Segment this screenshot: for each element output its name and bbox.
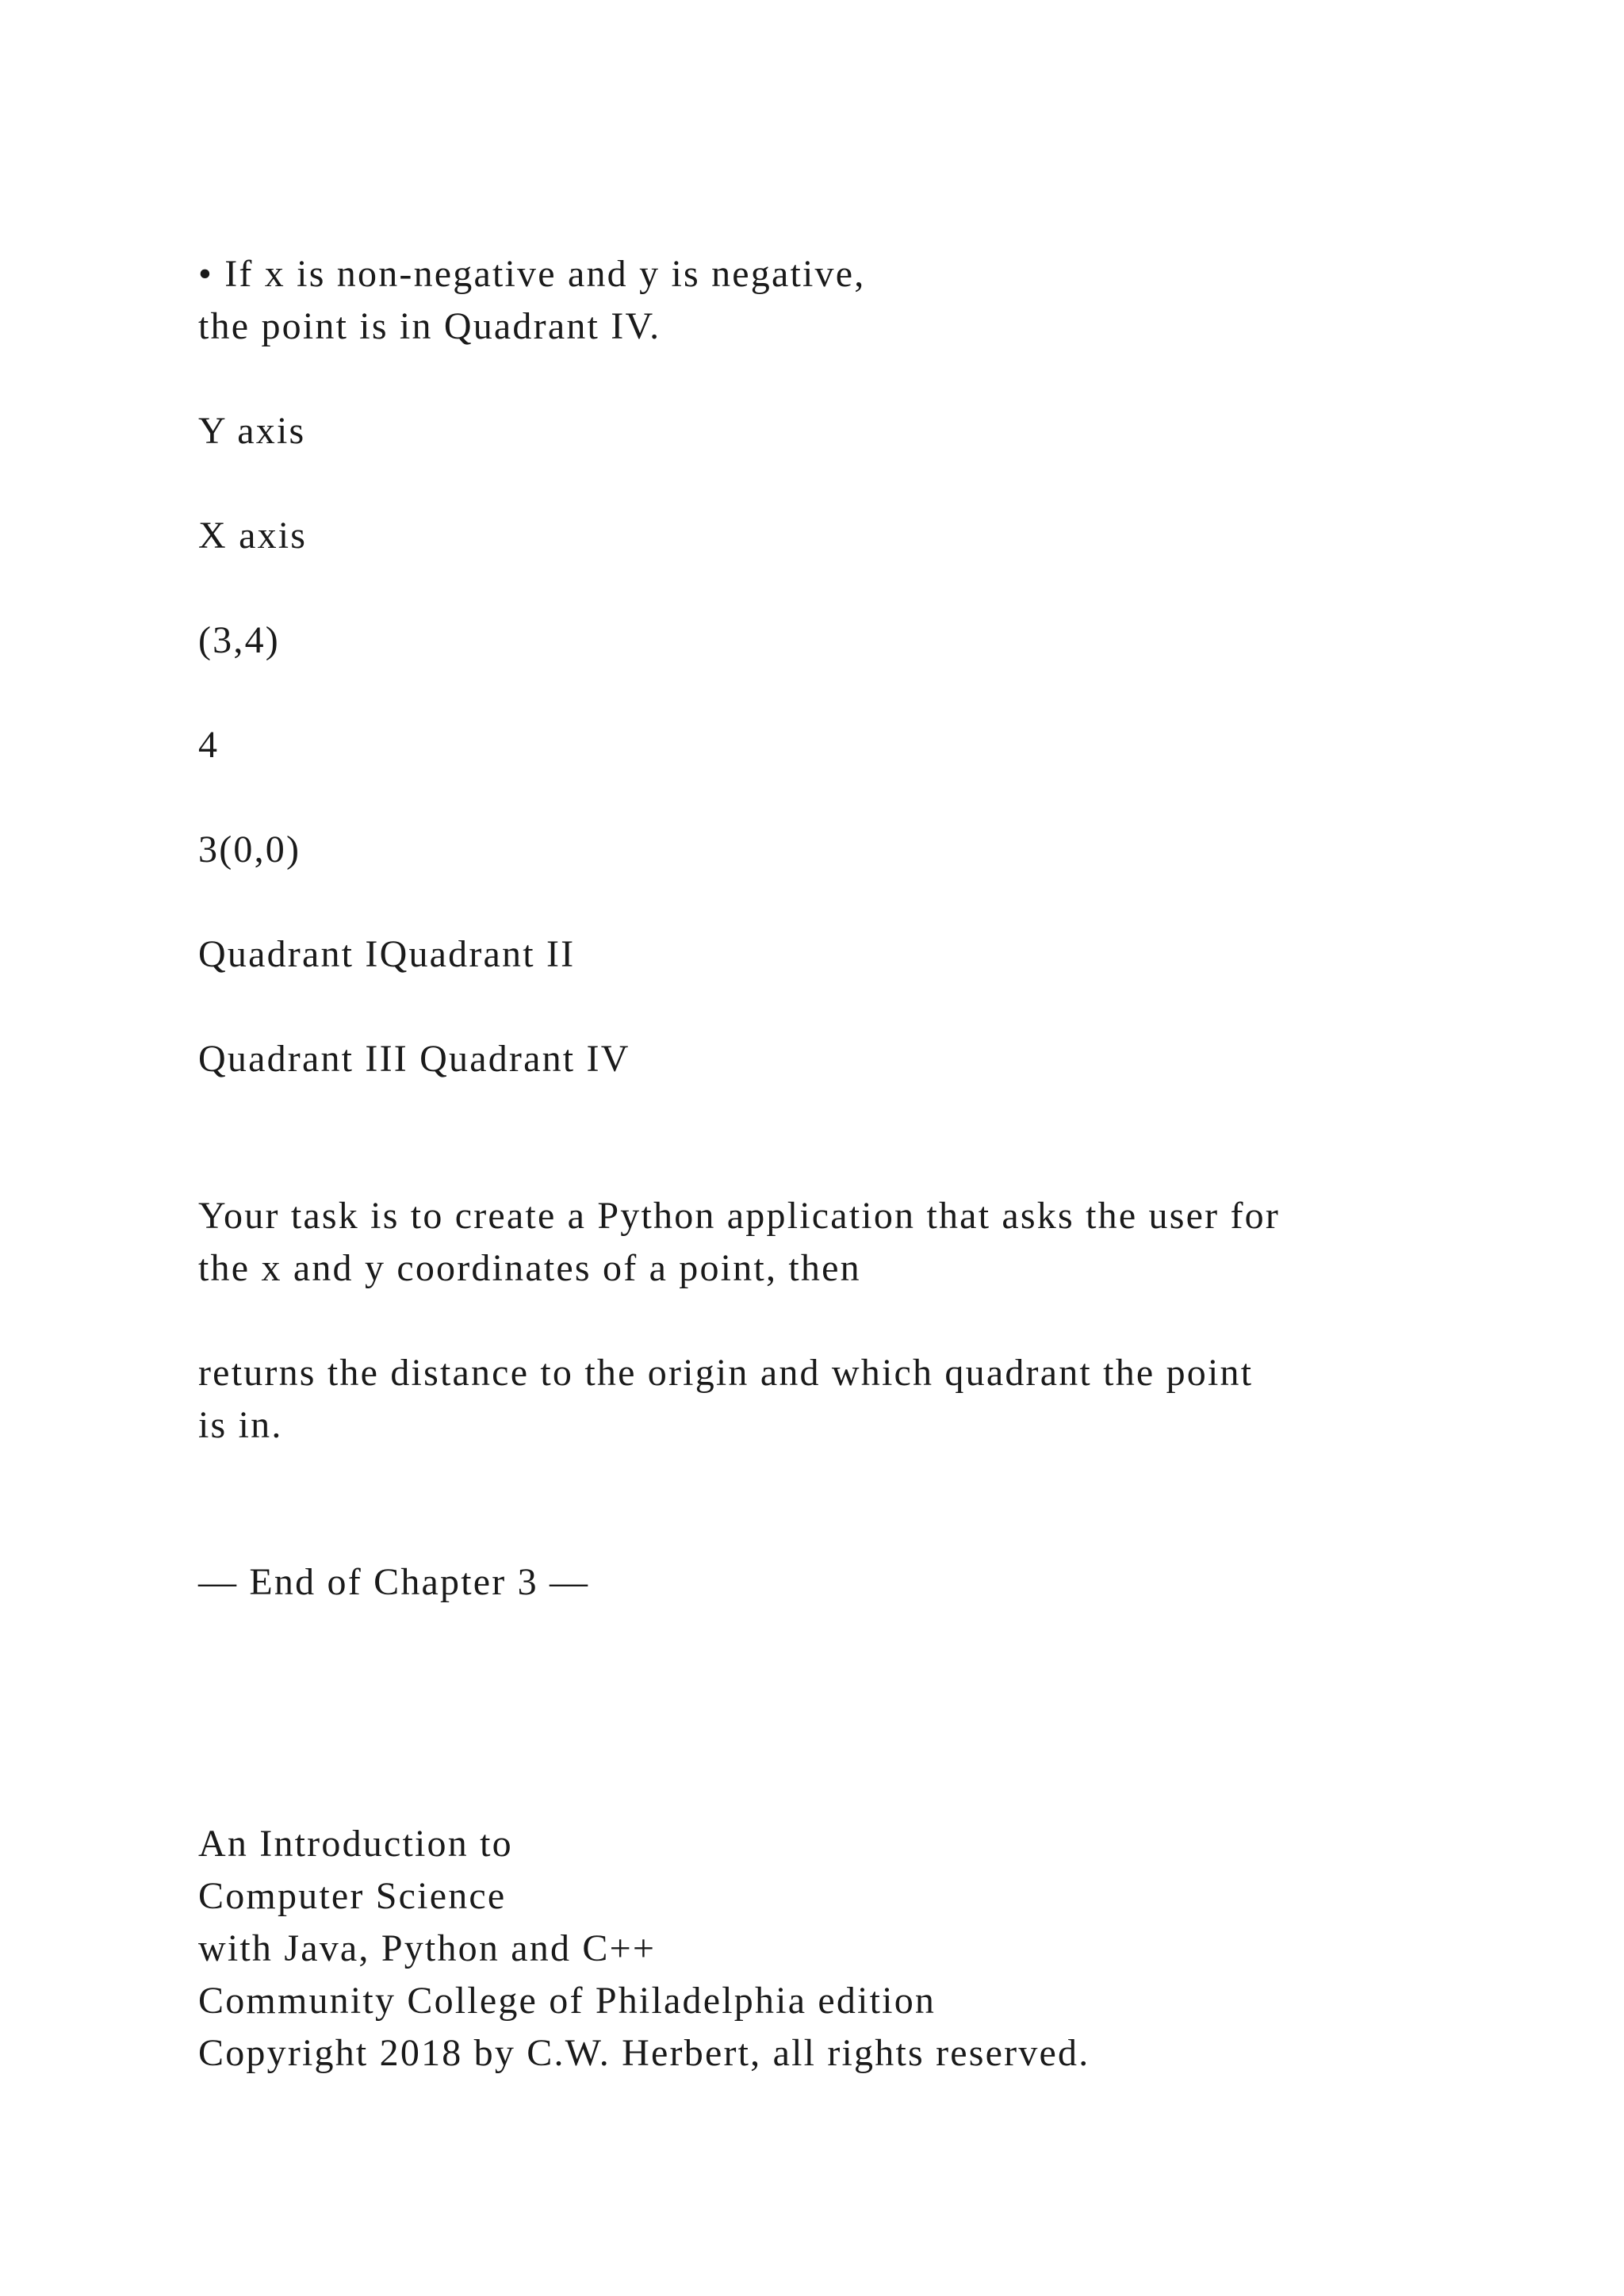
y-axis-label: Y axis bbox=[198, 410, 306, 452]
footer-line-3: with Java, Python and C++ bbox=[198, 1927, 657, 1969]
footer-line-5: Copyright 2018 by C.W. Herbert, all rights reserved. bbox=[198, 2032, 1090, 2074]
task-line-3: returns the distance to the origin and which quadrant the point bbox=[198, 1352, 1254, 1394]
quadrants-bottom-label: Quadrant III Quadrant IV bbox=[198, 1038, 630, 1080]
vertical-value-label: 4 bbox=[198, 724, 220, 766]
task-line-1: Your task is to create a Python application that asks the user for bbox=[198, 1195, 1281, 1237]
footer-line-2: Computer Science bbox=[198, 1875, 507, 1917]
footer-line-4: Community College of Philadelphia edition bbox=[198, 1980, 936, 2022]
quadrants-top-label: Quadrant IQuadrant II bbox=[198, 933, 576, 975]
task-line-2: the x and y coordinates of a point, then bbox=[198, 1247, 861, 1289]
point-label: (3,4) bbox=[198, 619, 280, 661]
footer-line-1: An Introduction to bbox=[198, 1823, 513, 1865]
task-line-4: is in. bbox=[198, 1404, 283, 1446]
x-axis-label: X axis bbox=[198, 515, 308, 557]
bullet-line-1: • If x is non-negative and y is negative, bbox=[198, 253, 866, 295]
chapter-end: — End of Chapter 3 — bbox=[198, 1561, 590, 1603]
bullet-line-2: the point is in Quadrant IV. bbox=[198, 305, 661, 347]
origin-label: 3(0,0) bbox=[198, 828, 301, 871]
